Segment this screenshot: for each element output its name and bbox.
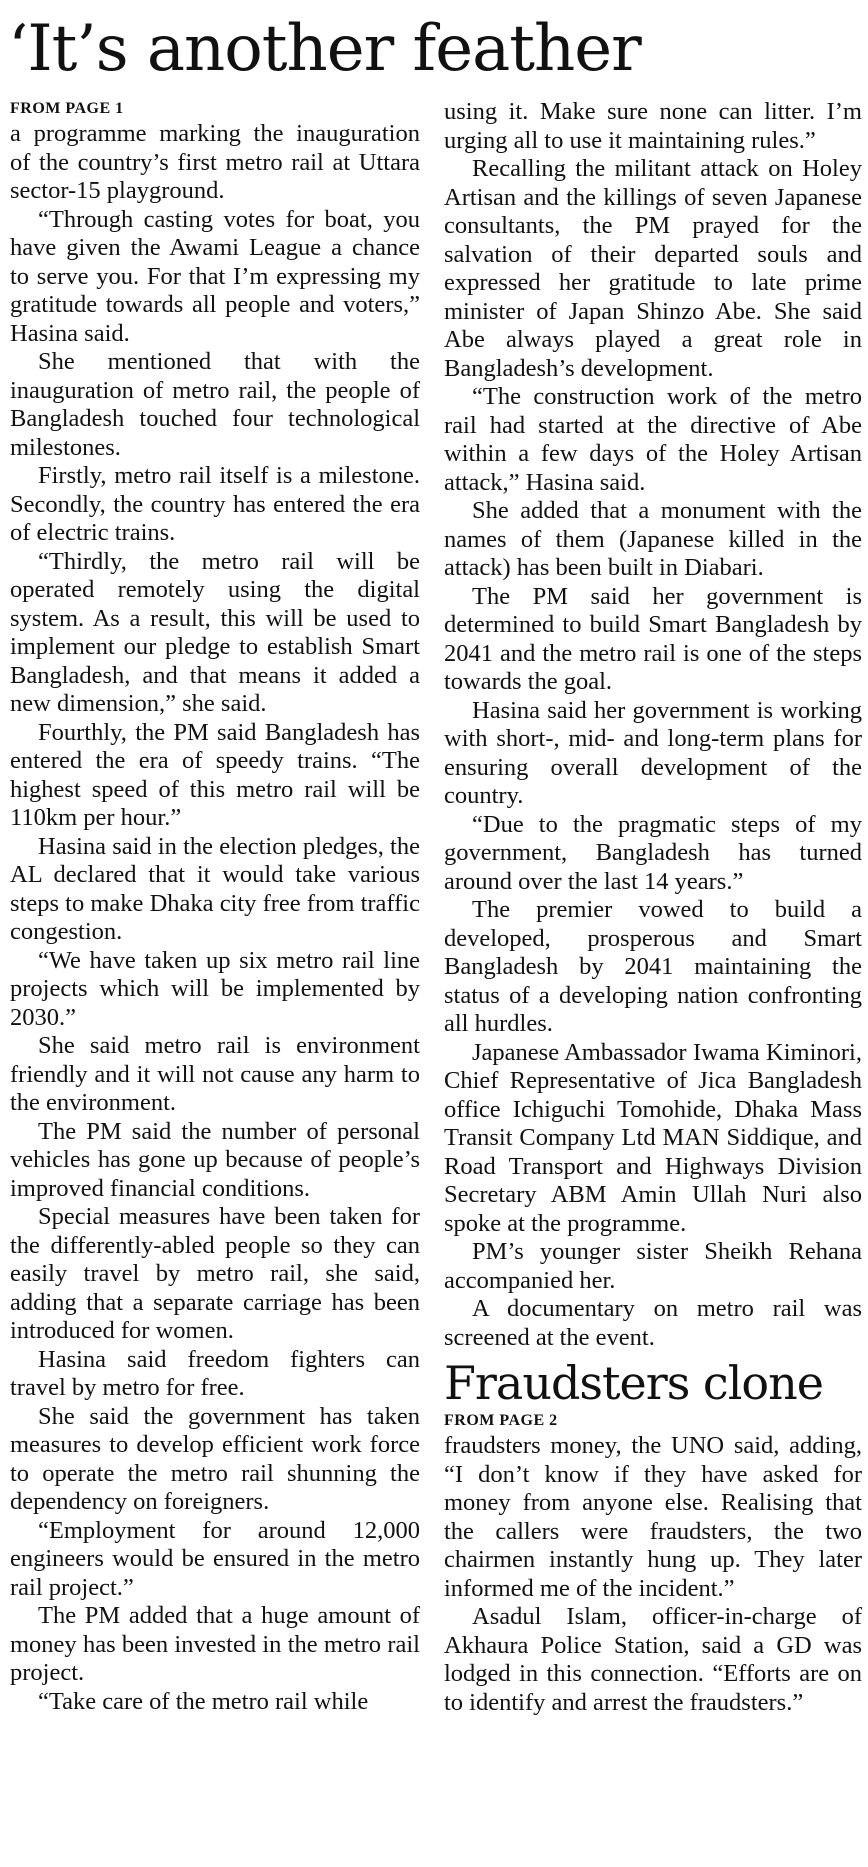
paragraph: Hasina said in the election pledges, the AL declared that it would take various steps to make Dhaka city free from traffic congestion. (10, 832, 420, 945)
paragraph-continued: using it. Make sure none can litter. I’m urging all to use it maintaining rules.” (444, 98, 862, 154)
paragraph: “Employment for around 12,000 engineers would be ensured in the metro rail project.” (10, 1516, 420, 1601)
paragraph: The PM said the number of personal vehicles has gone up because of people’s improved financial conditions. (10, 1117, 420, 1202)
paragraph: She said metro rail is environment friendly and it will not cause any harm to the environment. (10, 1032, 420, 1116)
paragraph: Asadul Islam, officer-in-charge of Akhaura Police Station, said a GD was lodged in this connection. “Efforts are on to identify and arrest the fraudsters.” (444, 1603, 862, 1716)
paragraph: A documentary on metro rail was screened at the event. (444, 1295, 862, 1351)
paragraph: The premier vowed to build a developed, prosperous and Smart Bangladesh by 2041 maintaining the status of a developing nation confronting all hurdles. (444, 896, 862, 1037)
paragraph: “Through casting votes for boat, you have given the Awami League a chance to serve you. For that I’m expressing my gratitude towards all people and voters,” Hasina said. (10, 205, 420, 347)
paragraph: “We have taken up six metro rail line projects which will be implemented by 2030.” (10, 946, 420, 1031)
paragraph: PM’s younger sister Sheikh Rehana accompanied her. (444, 1238, 862, 1294)
paragraph: Recalling the militant attack on Holey Artisan and the killings of seven Japanese consultants, the PM prayed for the salvation of their departed souls and expressed her gratitude to late prime minister of Japan Shinzo Abe. She said Abe always played a great role in Bangladesh’s development. (444, 155, 862, 382)
paragraph: Japanese Ambassador Iwama Kiminori, Chief Representative of Jica Bangladesh office Ichiguchi Tomohide, Dhaka Mass Transit Company Ltd MAN Siddique, and Road Transport and Highways Division Secretary ABM Amin Ullah Nuri also spoke at the programme. (444, 1038, 862, 1237)
paragraph: Special measures have been taken for the differently-abled people so they can easily travel by metro rail, she said, adding that a separate carriage has been introduced for women. (10, 1203, 420, 1344)
paragraph: Fourthly, the PM said Bangladesh has entered the era of speedy trains. “The highest speed of this metro rail will be 110km per hour.” (10, 718, 420, 831)
headline-fraudsters-clone: Fraudsters clone (444, 1356, 823, 1410)
paragraph: “Thirdly, the metro rail will be operated remotely using the digital system. As a result, this will be used to implement our pledge to establish Smart Bangladesh, and that means it added a new dimension,” she said. (10, 547, 420, 717)
paragraph: The PM added that a huge amount of money has been invested in the metro rail project. (10, 1602, 420, 1686)
paragraph: Hasina said her government is working with short-, mid- and long-term plans for ensuring overall development of the country. (444, 696, 862, 809)
paragraph: a programme marking the inauguration of the country’s first metro rail at Uttara sector-15 playground. (10, 120, 420, 204)
paragraph-continued: fraudsters money, the UNO said, adding, “I don’t know if they have asked for money from anyone else. Realising that the callers were fraudsters, the two chairmen instantly hung up. They later informed me of the incident.” (444, 1432, 862, 1602)
jump-label-from-page-2: FROM PAGE 2 (444, 1412, 558, 1429)
paragraph: She added that a monument with the names of them (Japanese killed in the attack) has been built in Diabari. (444, 497, 862, 581)
paragraph: Hasina said freedom fighters can travel by metro for free. (10, 1345, 420, 1401)
article-column-right (444, 98, 862, 1717)
jump-label-from-page-1: FROM PAGE 1 (10, 100, 124, 117)
headline-its-another-feather: ‘It’s another feather (8, 12, 641, 86)
paragraph: She mentioned that with the inauguration of metro rail, the people of Bangladesh touched four technological milestones. (10, 348, 420, 461)
paragraph: “Due to the pragmatic steps of my government, Bangladesh has turned around over the last 14 years.” (444, 810, 862, 895)
paragraph: The PM said her government is determined to build Smart Bangladesh by 2041 and the metro rail is one of the steps towards the goal. (444, 582, 862, 695)
article-column-left (10, 98, 420, 1716)
paragraph: “Take care of the metro rail while (38, 1687, 369, 1715)
paragraph: Firstly, metro rail itself is a milestone. Secondly, the country has entered the era of electric trains. (10, 462, 420, 546)
paragraph: “The construction work of the metro rail had started at the directive of Abe within a few days of the Holey Artisan attack,” Hasina said. (444, 383, 862, 496)
paragraph: She said the government has taken measures to develop efficient work force to operate the metro rail shunning the dependency on foreigners. (10, 1402, 420, 1515)
